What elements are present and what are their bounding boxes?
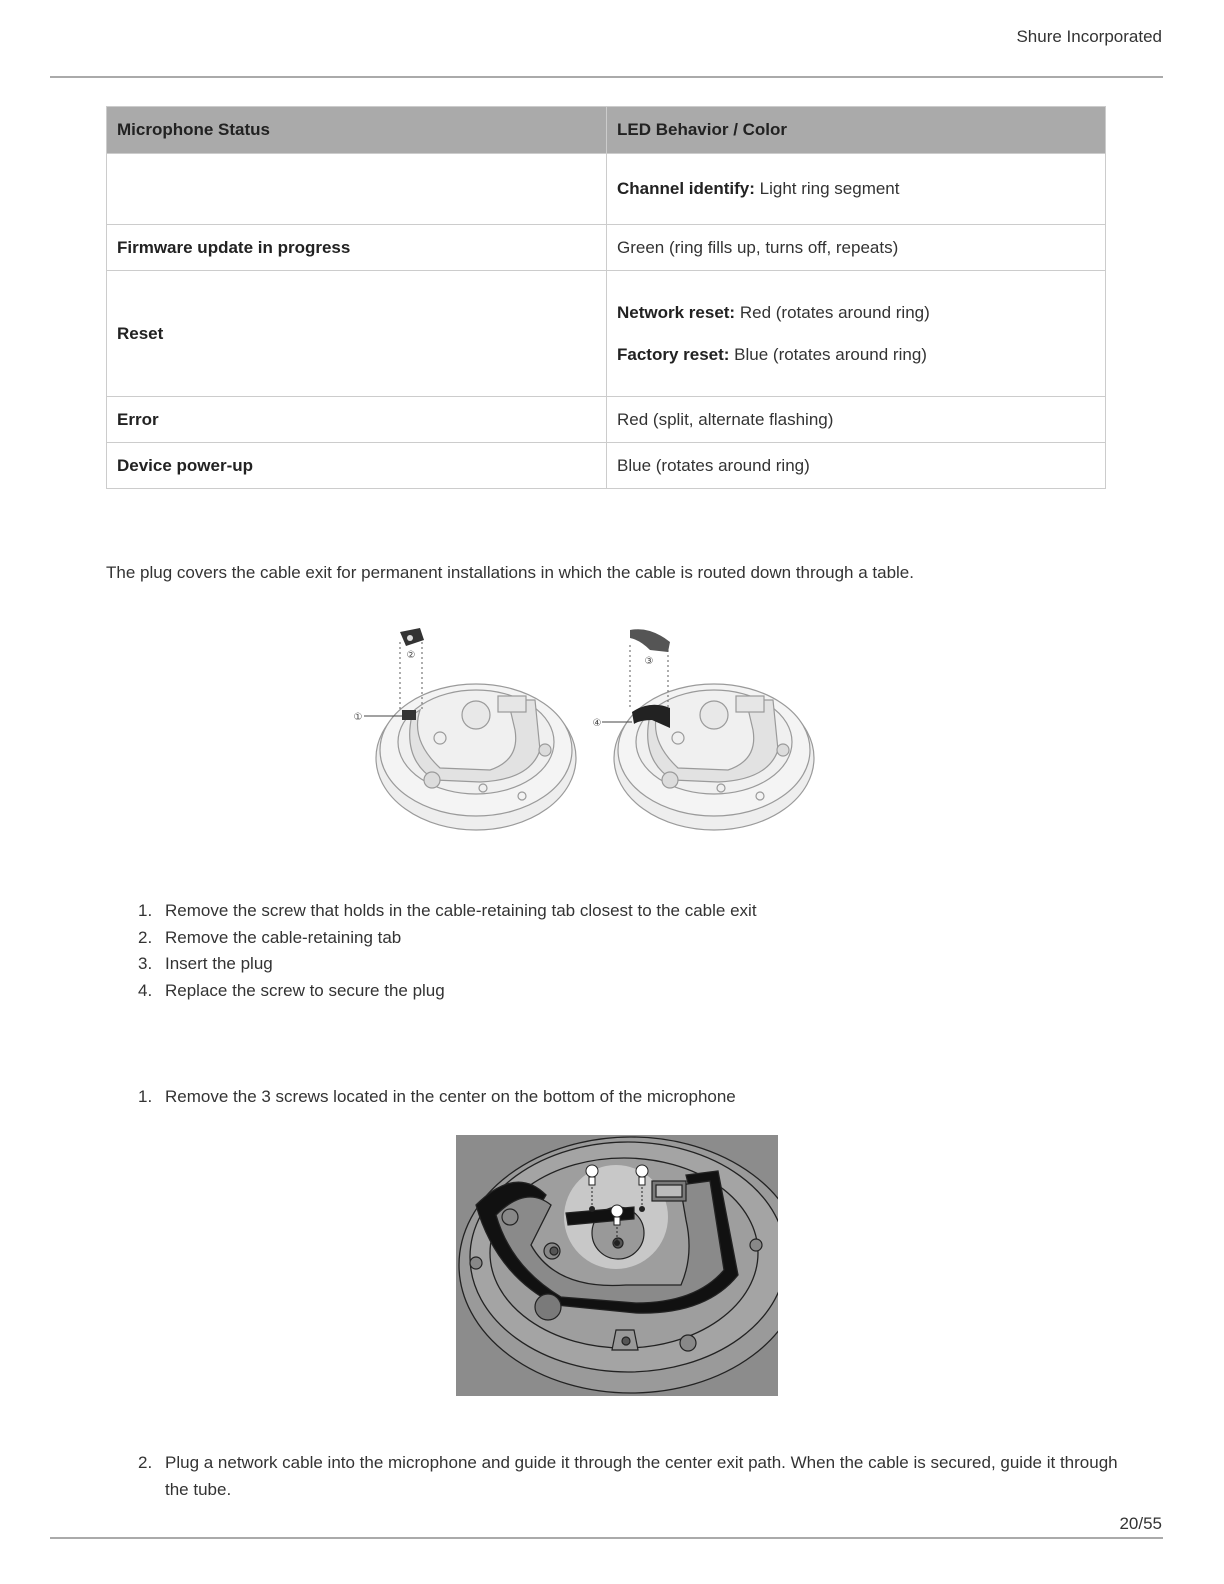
led-status-table (106, 106, 1106, 489)
led-cell (607, 271, 1106, 397)
center-exit-step-1: Remove the 3 screws located in the center on the bottom of the microphone (165, 1087, 736, 1106)
led-text: Red (split, alternate flashing) (617, 409, 834, 429)
callout-4: ④ (592, 718, 602, 729)
center-exit-step-2: Plug a network cable into the microphone and guide it through the center exit path. When the cable is secured, guide it through the tube. (165, 1453, 1118, 1499)
callout-1: ① (353, 712, 363, 723)
list-item: 1. Remove the 3 screws located in the center on the bottom of the microphone (138, 1087, 736, 1106)
plug-installation-illustration (340, 620, 830, 840)
footer-rule (50, 1537, 1163, 1539)
table-row (107, 443, 1106, 489)
status-cell: Firmware update in progress (107, 225, 607, 271)
header-company: Shure Incorporated (1016, 27, 1162, 46)
status-cell: Error (107, 397, 607, 443)
table-header-row (107, 107, 1106, 154)
led-label: Channel identify: (617, 179, 755, 198)
table-row (107, 397, 1106, 443)
plug-steps-list (138, 898, 757, 1004)
page-number: 20/55 (1119, 1514, 1162, 1533)
list-item: 3. Insert the plug (138, 954, 273, 974)
table-row (107, 271, 1106, 397)
led-text: Blue (rotates around ring) (617, 455, 810, 475)
status-cell: Reset (107, 271, 607, 397)
list-item: 4. Replace the screw to secure the plug (138, 980, 445, 1000)
plug-step-2: Remove the cable-retaining tab (165, 927, 402, 947)
list-item: 2. Remove the cable-retaining tab (138, 927, 402, 947)
plug-step-3: Insert the plug (165, 954, 273, 974)
header-rule (50, 76, 1163, 78)
status-cell: Device power-up (107, 443, 607, 489)
center-exit-steps-list (138, 1084, 736, 1111)
col-header-led: LED Behavior / Color (607, 107, 1106, 154)
led-cell (607, 397, 1106, 443)
list-item: 2. Plug a network cable into the microphone and guide it through the center exit path. When the cable is secured, guide it through the tube. (138, 1453, 1118, 1499)
plug-step-1: Remove the screw that holds in the cable-retaining tab closest to the cable exit (165, 901, 757, 920)
led-text: Red (rotates around ring) (735, 302, 930, 322)
led-label: Factory reset: (617, 344, 730, 364)
list-item: 1. Remove the screw that holds in the cable-retaining tab closest to the cable exit (138, 901, 757, 920)
led-text: Blue (rotates around ring) (729, 344, 927, 364)
center-exit-steps-list-continued (138, 1450, 1118, 1503)
led-text: Light ring segment (754, 179, 900, 198)
plug-intro-text: The plug covers the cable exit for permanent installations in which the cable is routed down through a table. (106, 563, 914, 582)
led-cell (607, 154, 1106, 225)
led-cell (607, 443, 1106, 489)
plug-step-4: Replace the screw to secure the plug (165, 980, 445, 1000)
led-text: Green (ring fills up, turns off, repeats) (617, 237, 899, 257)
table-row (107, 225, 1106, 271)
callout-3: ③ (644, 656, 654, 667)
table-row (107, 154, 1106, 225)
col-header-status: Microphone Status (107, 107, 607, 154)
callout-2: ② (406, 650, 416, 661)
screw-removal-illustration (456, 1135, 778, 1396)
led-cell (607, 225, 1106, 271)
status-cell (107, 154, 607, 225)
led-label: Network reset: (617, 302, 736, 322)
